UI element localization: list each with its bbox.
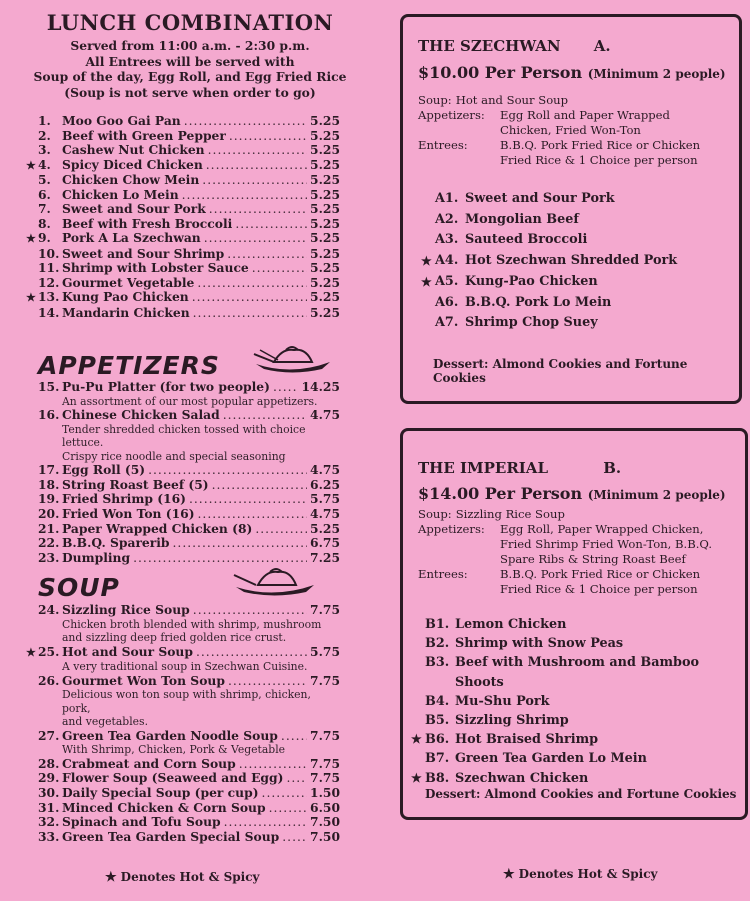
hot-spicy-star-icon: ★ bbox=[421, 254, 432, 269]
choice-name: Mu-Shu Pork bbox=[455, 693, 550, 709]
item-number: 33. bbox=[38, 828, 60, 844]
item-number: 9. bbox=[38, 230, 51, 245]
dot-leader bbox=[193, 306, 307, 321]
item-price: 7.50 bbox=[310, 828, 340, 844]
menu-item bbox=[26, 231, 340, 247]
item-number: 19. bbox=[38, 491, 60, 507]
szechwan-minimum: (Minimum 2 people) bbox=[587, 67, 726, 81]
menu-item bbox=[26, 158, 340, 174]
item-price: 7.75 bbox=[310, 755, 340, 771]
item-number: 8. bbox=[38, 215, 51, 231]
szechwan-code: A. bbox=[593, 37, 611, 55]
item-price: 14.25 bbox=[301, 379, 340, 394]
item-number: 30. bbox=[38, 785, 60, 801]
item-name: Egg Roll (5) bbox=[62, 462, 146, 478]
dot-leader bbox=[228, 674, 307, 689]
szechwan-appetizers-line: Egg Roll and Paper Wrapped bbox=[500, 108, 670, 122]
item-price: 5.25 bbox=[310, 215, 340, 231]
item-price: 7.75 bbox=[310, 727, 340, 743]
item-name: Daily Special Soup (per cup) bbox=[62, 785, 259, 801]
menu-item bbox=[26, 801, 340, 816]
hot-spicy-star-icon: ★ bbox=[411, 732, 422, 747]
item-number: 3. bbox=[38, 142, 51, 157]
item-price: 7.75 bbox=[310, 602, 340, 617]
item-number: 32. bbox=[38, 814, 60, 830]
item-name: Minced Chicken & Corn Soup bbox=[62, 799, 266, 815]
dinner-choice bbox=[411, 730, 745, 749]
choice-name: B.B.Q. Pork Lo Mein bbox=[465, 294, 612, 310]
item-number: 21. bbox=[38, 520, 60, 536]
choice-code: B1. bbox=[425, 617, 450, 632]
item-price: 5.25 bbox=[310, 260, 340, 275]
menu-item bbox=[26, 757, 340, 772]
item-number: 1. bbox=[38, 113, 51, 128]
szechwan-soup: Hot and Sour Soup bbox=[455, 93, 569, 107]
choice-code: A7. bbox=[435, 315, 459, 331]
menu-item bbox=[26, 771, 340, 786]
dinner-choice bbox=[421, 189, 677, 210]
menu-item bbox=[26, 290, 340, 306]
menu-item bbox=[26, 815, 340, 830]
dot-leader bbox=[252, 261, 307, 276]
item-name: Spinach and Tofu Soup bbox=[62, 814, 221, 830]
imperial-dinner-box bbox=[400, 428, 748, 820]
item-name: Gourmet Won Ton Soup bbox=[62, 672, 225, 688]
item-name: Mandarin Chicken bbox=[62, 304, 190, 320]
item-name: B.B.Q. Sparerib bbox=[62, 535, 170, 551]
choice-name: Green Tea Garden Lo Mein bbox=[455, 751, 647, 767]
lunch-combination-notes bbox=[0, 38, 380, 100]
dinner-choice bbox=[411, 692, 745, 711]
item-price: 6.50 bbox=[310, 799, 340, 815]
dinner-choice bbox=[411, 653, 745, 691]
menu-item bbox=[26, 603, 340, 618]
menu-item bbox=[26, 247, 340, 262]
item-price: 5.25 bbox=[310, 520, 340, 536]
choice-name: Kung-Pao Chicken bbox=[465, 273, 598, 289]
dot-leader bbox=[281, 729, 307, 744]
dot-leader bbox=[148, 463, 307, 478]
hot-spicy-legend-right bbox=[503, 867, 658, 882]
soup-label: Soup: bbox=[418, 93, 452, 107]
hot-spicy-star-icon: ★ bbox=[421, 274, 432, 289]
menu-item bbox=[26, 306, 340, 321]
dot-leader bbox=[227, 247, 307, 262]
menu-item bbox=[26, 536, 340, 551]
imperial-entrees-line: B.B.Q. Pork Fried Rice or Chicken bbox=[500, 567, 701, 581]
imperial-price-line bbox=[418, 484, 726, 503]
dot-leader bbox=[208, 143, 307, 158]
dot-leader bbox=[182, 188, 307, 203]
imperial-appetizers-line: Egg Roll, Paper Wrapped Chicken, bbox=[500, 522, 704, 536]
item-description: With Shrimp, Chicken, Pork & Vegetable bbox=[62, 743, 286, 757]
item-description: A very traditional soup in Szechwan Cuisine. bbox=[62, 660, 308, 674]
item-price: 5.25 bbox=[310, 289, 340, 304]
hot-spicy-star-icon: ★ bbox=[26, 291, 36, 304]
choice-code: B3. bbox=[425, 655, 450, 671]
dinner-choice bbox=[411, 711, 745, 730]
item-number: 2. bbox=[38, 127, 51, 143]
dot-leader bbox=[286, 771, 307, 786]
hot-spicy-star-icon bbox=[411, 692, 425, 711]
menu-item bbox=[26, 217, 340, 232]
item-number: 20. bbox=[38, 505, 60, 521]
item-number: 27. bbox=[38, 727, 60, 743]
item-number: 28. bbox=[38, 755, 60, 771]
dot-leader bbox=[212, 478, 307, 493]
item-price: 5.25 bbox=[310, 127, 340, 143]
menu-item bbox=[26, 408, 340, 423]
item-name: String Roast Beef (5) bbox=[62, 476, 209, 492]
item-price: 5.25 bbox=[310, 172, 340, 187]
imperial-choices-list bbox=[411, 615, 745, 788]
dot-leader bbox=[255, 522, 307, 537]
item-price: 7.75 bbox=[310, 770, 340, 786]
hot-spicy-star-icon bbox=[421, 313, 435, 334]
szechwan-price: $10.00 Per Person bbox=[418, 63, 583, 82]
item-price: 5.25 bbox=[310, 113, 340, 128]
item-price: 7.25 bbox=[310, 549, 340, 565]
item-price: 5.75 bbox=[310, 491, 340, 507]
choice-code: B4. bbox=[425, 693, 450, 709]
choice-name: Hot Braised Shrimp bbox=[455, 732, 599, 748]
menu-item bbox=[26, 830, 340, 845]
dot-leader bbox=[192, 290, 307, 305]
lunch-note: All Entrees will be served with bbox=[85, 53, 295, 69]
hot-spicy-star-icon bbox=[421, 189, 435, 210]
appetizers-heading: APPETIZERS bbox=[38, 351, 220, 380]
item-name: Crabmeat and Corn Soup bbox=[62, 755, 236, 771]
menu-item bbox=[26, 261, 340, 276]
item-number: 4. bbox=[38, 156, 51, 172]
menu-item bbox=[26, 645, 340, 661]
item-number: 26. bbox=[38, 672, 60, 688]
choice-name: Sweet and Sour Pork bbox=[465, 191, 615, 206]
item-name: Fried Shrimp (16) bbox=[62, 491, 186, 507]
hot-spicy-star-icon: ★ bbox=[26, 158, 36, 172]
item-number: 11. bbox=[38, 260, 60, 275]
choice-name: Shrimp Chop Suey bbox=[465, 315, 598, 331]
menu-item bbox=[26, 551, 340, 566]
choice-code: B6. bbox=[425, 732, 450, 748]
dot-leader bbox=[224, 815, 307, 830]
dot-leader bbox=[209, 202, 307, 217]
item-number: 14. bbox=[38, 304, 60, 320]
item-number: 22. bbox=[38, 535, 60, 551]
choice-name: Lemon Chicken bbox=[455, 617, 567, 632]
menu-item bbox=[26, 114, 340, 129]
item-name: Sizzling Rice Soup bbox=[62, 602, 190, 617]
menu-item bbox=[26, 786, 340, 801]
dot-leader bbox=[184, 114, 307, 129]
item-name: Chicken Chow Mein bbox=[62, 172, 200, 187]
dot-leader bbox=[273, 380, 299, 395]
item-price: 5.25 bbox=[310, 201, 340, 216]
item-name: Shrimp with Lobster Sauce bbox=[62, 260, 249, 275]
hot-spicy-star-icon bbox=[411, 653, 425, 691]
item-price: 5.75 bbox=[310, 643, 340, 659]
item-number: 23. bbox=[38, 549, 60, 565]
dinner-choice bbox=[411, 615, 745, 634]
hot-spicy-star-icon bbox=[411, 634, 425, 653]
item-price: 1.50 bbox=[310, 785, 340, 801]
item-number: 5. bbox=[38, 172, 51, 187]
item-price: 5.25 bbox=[310, 142, 340, 157]
item-number: 15. bbox=[38, 379, 60, 394]
choice-code: A3. bbox=[435, 232, 459, 248]
dot-leader bbox=[197, 276, 307, 291]
item-name: Pork A La Szechwan bbox=[62, 230, 201, 245]
item-name: Sweet and Sour Shrimp bbox=[62, 245, 225, 261]
menu-item bbox=[26, 463, 340, 478]
lunch-combination-title: LUNCH COMBINATION bbox=[46, 10, 334, 35]
imperial-details bbox=[418, 507, 738, 597]
item-name: Sweet and Sour Pork bbox=[62, 201, 206, 216]
item-name: Green Tea Garden Noodle Soup bbox=[62, 727, 278, 743]
szechwan-title bbox=[418, 37, 611, 55]
item-name: Chinese Chicken Salad bbox=[62, 407, 220, 423]
menu-item bbox=[26, 143, 340, 158]
dinner-choice bbox=[421, 313, 677, 334]
item-description: Delicious won ton soup with shrimp, chicken, pork, bbox=[62, 688, 311, 715]
item-number: 7. bbox=[38, 201, 51, 216]
dot-leader bbox=[173, 536, 308, 551]
dot-leader bbox=[198, 507, 308, 522]
choice-code: B8. bbox=[425, 770, 450, 786]
item-name: Chicken Lo Mein bbox=[62, 186, 179, 202]
hot-spicy-star-icon: ★ bbox=[411, 770, 422, 785]
szechwan-entrees-line: B.B.Q. Pork Fried Rice or Chicken bbox=[500, 138, 701, 152]
szechwan-dessert: Dessert: Almond Cookies and Fortune Cookies bbox=[433, 357, 688, 385]
item-number: 10. bbox=[38, 245, 60, 261]
dot-leader bbox=[235, 217, 307, 232]
legend-text: Denotes Hot & Spicy bbox=[518, 867, 658, 881]
choice-code: B5. bbox=[425, 713, 450, 729]
item-number: 17. bbox=[38, 462, 60, 478]
appetizers-label: Appetizers: bbox=[418, 108, 485, 122]
soup-label: Soup: bbox=[418, 507, 452, 521]
menu-item bbox=[26, 729, 340, 744]
menu-item bbox=[26, 492, 340, 507]
dot-leader bbox=[133, 551, 307, 566]
menu-item bbox=[26, 173, 340, 188]
item-number: 24. bbox=[38, 602, 60, 617]
choice-code: A5. bbox=[435, 273, 459, 289]
hot-spicy-star-icon: ★ bbox=[26, 232, 36, 245]
menu-item bbox=[26, 202, 340, 217]
item-number: 12. bbox=[38, 274, 60, 290]
choice-name: Shrimp with Snow Peas bbox=[455, 636, 624, 652]
choice-name: Mongolian Beef bbox=[465, 211, 579, 227]
dot-leader bbox=[223, 408, 307, 423]
dot-leader bbox=[206, 158, 307, 173]
dot-leader bbox=[229, 129, 307, 144]
dot-leader bbox=[196, 645, 307, 660]
item-price: 4.75 bbox=[310, 407, 340, 423]
item-name: Pu-Pu Platter (for two people) bbox=[62, 379, 270, 394]
item-name: Hot and Sour Soup bbox=[62, 643, 193, 659]
szechwan-price-line bbox=[418, 63, 726, 82]
szechwan-entrees-line: Fried Rice & 1 Choice per person bbox=[500, 153, 698, 167]
dinner-choice bbox=[421, 230, 677, 251]
dot-leader bbox=[189, 492, 307, 507]
item-name: Beef with Green Pepper bbox=[62, 127, 226, 143]
menu-item bbox=[26, 478, 340, 493]
menu-item bbox=[26, 522, 340, 537]
item-description: Chicken broth blended with shrimp, mushroom bbox=[62, 617, 322, 631]
item-price: 4.75 bbox=[310, 462, 340, 478]
star-icon: ★ bbox=[105, 870, 117, 885]
dinner-choice bbox=[421, 210, 677, 231]
szechwan-title-text: THE SZECHWAN bbox=[418, 37, 561, 55]
hot-spicy-star-icon: ★ bbox=[26, 645, 36, 659]
item-name: Gourmet Vegetable bbox=[62, 274, 195, 290]
dinner-choice bbox=[421, 251, 677, 272]
entrees-label: Entrees: bbox=[418, 567, 468, 581]
imperial-dessert: Dessert: Almond Cookies and Fortune Cookies bbox=[425, 787, 737, 801]
item-number: 6. bbox=[38, 186, 51, 202]
imperial-title bbox=[418, 459, 621, 477]
szechwan-details bbox=[418, 93, 730, 168]
item-name: Kung Pao Chicken bbox=[62, 289, 189, 304]
item-name: Fried Won Ton (16) bbox=[62, 505, 195, 521]
entrees-label: Entrees: bbox=[418, 138, 468, 152]
hot-spicy-star-icon bbox=[411, 711, 425, 730]
menu-item bbox=[26, 188, 340, 203]
item-number: 25. bbox=[38, 643, 60, 659]
lunch-note: Soup of the day, Egg Roll, and Egg Fried Rice bbox=[33, 69, 347, 84]
serving-dish-icon bbox=[252, 342, 334, 374]
choice-name: Hot Szechwan Shredded Pork bbox=[465, 253, 678, 269]
item-price: 7.50 bbox=[310, 814, 340, 830]
item-price: 5.25 bbox=[310, 245, 340, 261]
soup-list bbox=[26, 603, 340, 844]
item-description: Crispy rice noodle and special seasoning bbox=[62, 449, 286, 463]
item-number: 31. bbox=[38, 799, 60, 815]
lunch-note: (Soup is not serve when order to go) bbox=[64, 84, 316, 100]
item-description: and sizzling deep fried golden rice crust. bbox=[62, 631, 287, 645]
legend-text: Denotes Hot & Spicy bbox=[120, 870, 260, 884]
szechwan-choices-list bbox=[421, 189, 677, 334]
soup-heading: SOUP bbox=[38, 573, 120, 602]
choice-code: A1. bbox=[435, 191, 459, 206]
hot-spicy-star-icon bbox=[411, 615, 425, 634]
imperial-code: B. bbox=[603, 459, 622, 477]
imperial-soup: Sizzling Rice Soup bbox=[455, 507, 565, 521]
item-number: 16. bbox=[38, 407, 60, 423]
dinner-choice bbox=[411, 749, 745, 768]
choice-name: Sauteed Broccoli bbox=[465, 232, 588, 248]
item-description: Tender shredded chicken tossed with choice lettuce. bbox=[62, 422, 306, 450]
choice-name: Sizzling Shrimp bbox=[455, 713, 569, 729]
dinner-choice bbox=[411, 769, 745, 788]
menu-item bbox=[26, 507, 340, 522]
dot-leader bbox=[282, 830, 307, 845]
dinner-choice bbox=[421, 293, 677, 314]
dot-leader bbox=[204, 231, 307, 246]
imperial-appetizers-line: Spare Ribs & String Roast Beef bbox=[500, 552, 686, 566]
choice-name: Beef with Mushroom and Bamboo Shoots bbox=[455, 655, 700, 690]
menu-item bbox=[26, 129, 340, 144]
item-name: Spicy Diced Chicken bbox=[62, 156, 203, 172]
item-name: Moo Goo Gai Pan bbox=[62, 113, 181, 128]
item-name: Dumpling bbox=[62, 549, 131, 565]
hot-spicy-legend bbox=[105, 870, 260, 885]
star-icon: ★ bbox=[503, 867, 515, 882]
imperial-minimum: (Minimum 2 people) bbox=[587, 488, 726, 502]
hot-spicy-star-icon bbox=[421, 230, 435, 251]
menu-item bbox=[26, 380, 340, 395]
item-price: 6.25 bbox=[310, 476, 340, 492]
item-description: An assortment of our most popular appetizers. bbox=[62, 394, 318, 408]
dinner-choice bbox=[421, 272, 677, 293]
item-name: Flower Soup (Seaweed and Egg) bbox=[62, 770, 284, 786]
hot-spicy-star-icon bbox=[421, 210, 435, 231]
item-price: 5.25 bbox=[310, 230, 340, 245]
imperial-price: $14.00 Per Person bbox=[418, 484, 583, 503]
hot-spicy-star-icon bbox=[421, 293, 435, 314]
hot-spicy-star-icon bbox=[411, 749, 425, 768]
menu-item bbox=[26, 276, 340, 291]
item-price: 5.25 bbox=[310, 304, 340, 320]
dinner-choice bbox=[411, 634, 745, 653]
item-description: and vegetables. bbox=[62, 715, 149, 729]
choice-code: A2. bbox=[435, 211, 459, 227]
choice-code: A6. bbox=[435, 294, 459, 310]
szechwan-appetizers-line: Chicken, Fried Won-Ton bbox=[500, 123, 641, 137]
choice-name: Szechwan Chicken bbox=[455, 770, 589, 786]
menu-item bbox=[26, 674, 340, 689]
imperial-title-text: THE IMPERIAL bbox=[418, 459, 548, 477]
item-price: 7.75 bbox=[310, 672, 340, 688]
item-name: Cashew Nut Chicken bbox=[62, 142, 205, 157]
item-name: Beef with Fresh Broccoli bbox=[62, 215, 233, 231]
dot-leader bbox=[262, 786, 308, 801]
choice-code: B7. bbox=[425, 751, 450, 767]
choice-code: A4. bbox=[435, 253, 459, 269]
appetizers-list bbox=[26, 380, 340, 565]
dot-leader bbox=[202, 173, 307, 188]
dot-leader bbox=[269, 801, 307, 816]
item-price: 5.25 bbox=[310, 186, 340, 202]
item-price: 5.25 bbox=[310, 156, 340, 172]
item-number: 18. bbox=[38, 476, 60, 492]
item-price: 5.25 bbox=[310, 274, 340, 290]
lunch-note: Served from 11:00 a.m. - 2:30 p.m. bbox=[70, 38, 310, 53]
item-price: 4.75 bbox=[310, 505, 340, 521]
item-name: Green Tea Garden Special Soup bbox=[62, 828, 280, 844]
choice-code: B2. bbox=[425, 636, 450, 652]
item-name: Paper Wrapped Chicken (8) bbox=[62, 520, 253, 536]
soup-dish-icon bbox=[232, 565, 318, 597]
appetizers-label: Appetizers: bbox=[418, 522, 485, 536]
dot-leader bbox=[239, 757, 307, 772]
imperial-entrees-line: Fried Rice & 1 Choice per person bbox=[500, 582, 698, 596]
imperial-appetizers-line: Fried Shrimp Fried Won-Ton, B.B.Q. bbox=[500, 537, 713, 551]
dot-leader bbox=[193, 603, 307, 618]
item-number: 29. bbox=[38, 770, 60, 786]
szechwan-dinner-box bbox=[400, 14, 742, 404]
item-price: 6.75 bbox=[310, 535, 340, 551]
item-number: 13. bbox=[38, 289, 60, 304]
lunch-items-list bbox=[26, 114, 340, 320]
